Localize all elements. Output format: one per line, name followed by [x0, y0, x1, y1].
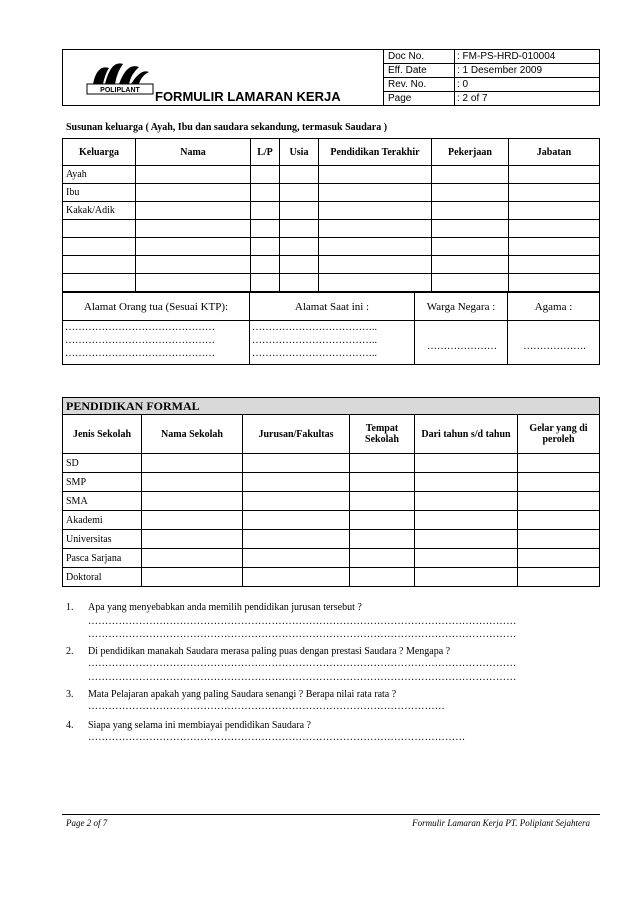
name-cell[interactable]	[136, 184, 251, 202]
position-cell[interactable]	[509, 220, 600, 238]
education-table	[62, 397, 600, 587]
years-cell[interactable]	[415, 511, 518, 530]
place-cell[interactable]	[350, 473, 415, 492]
degree-cell[interactable]	[518, 492, 600, 511]
col-jenis-sekolah: Jenis Sekolah	[63, 415, 142, 454]
school-name-cell[interactable]	[142, 530, 243, 549]
poliplant-logo	[83, 58, 157, 96]
school-name-cell[interactable]	[142, 454, 243, 473]
lp-cell[interactable]	[251, 184, 280, 202]
row-label: Pasca Sarjana	[63, 549, 142, 568]
education-cell[interactable]	[319, 220, 432, 238]
position-cell[interactable]	[509, 238, 600, 256]
table-row	[63, 256, 600, 274]
row-label: Universitas	[63, 530, 142, 549]
question-number: 2.	[66, 646, 74, 657]
question-text: Mata Pelajaran apakah yang paling Saudara senangi ? Berapa nilai rata rata ?	[88, 689, 397, 700]
lp-cell[interactable]	[251, 220, 280, 238]
age-cell[interactable]	[280, 256, 319, 274]
family-header-row	[63, 139, 600, 166]
question-4	[66, 720, 600, 748]
meta-value-page: : 2 of 7	[455, 92, 600, 106]
col-tempat: Tempat Sekolah	[350, 415, 415, 454]
dotted-line: ………………………………………	[65, 348, 215, 359]
question-3	[66, 689, 600, 717]
meta-label-doc: Doc No.	[384, 50, 455, 64]
col-pekerjaan: Pekerjaan	[432, 139, 509, 166]
name-cell[interactable]	[136, 220, 251, 238]
question-text: Di pendidikan manakah Saudara merasa paling puas dengan prestasi Saudara ? Mengapa ?	[88, 646, 451, 657]
row-label: Doktoral	[63, 568, 142, 587]
degree-cell[interactable]	[518, 454, 600, 473]
address-table	[62, 292, 600, 365]
current-address-field[interactable]	[250, 321, 415, 365]
job-cell[interactable]	[432, 220, 509, 238]
question-text: Siapa yang selama ini membiayai pendidikan Saudara ?	[88, 720, 311, 731]
lp-cell[interactable]	[251, 238, 280, 256]
school-name-cell[interactable]	[142, 568, 243, 587]
table-row	[63, 549, 600, 568]
family-heading: Susunan keluarga ( Ayah, Ibu dan saudara sekandung, termasuk Saudara )	[66, 122, 388, 133]
position-cell[interactable]	[509, 274, 600, 292]
table-row	[63, 473, 600, 492]
name-cell[interactable]	[136, 274, 251, 292]
job-cell[interactable]	[432, 166, 509, 184]
name-cell[interactable]	[136, 202, 251, 220]
position-cell[interactable]	[509, 202, 600, 220]
row-label: SD	[63, 454, 142, 473]
table-row	[63, 274, 600, 292]
table-row	[63, 454, 600, 473]
job-cell[interactable]	[432, 256, 509, 274]
job-cell[interactable]	[432, 238, 509, 256]
answer-line[interactable]: ………………………………………………………………………………………………………………	[88, 658, 517, 669]
table-row	[63, 530, 600, 549]
years-cell[interactable]	[415, 454, 518, 473]
name-cell[interactable]	[136, 238, 251, 256]
school-name-cell[interactable]	[142, 473, 243, 492]
degree-cell[interactable]	[518, 511, 600, 530]
years-cell[interactable]	[415, 549, 518, 568]
age-cell[interactable]	[280, 220, 319, 238]
place-cell[interactable]	[350, 454, 415, 473]
table-row	[63, 492, 600, 511]
years-cell[interactable]	[415, 568, 518, 587]
lp-cell[interactable]	[251, 274, 280, 292]
parents-address-field[interactable]	[63, 321, 250, 365]
table-row	[63, 220, 600, 238]
answer-line[interactable]: ………………………………………………………………………………………………………………	[88, 672, 517, 683]
nationality-label: Warga Negara :	[415, 293, 508, 321]
years-cell[interactable]	[415, 473, 518, 492]
degree-cell[interactable]	[518, 549, 600, 568]
question-number: 4.	[66, 720, 74, 731]
school-name-cell[interactable]	[142, 492, 243, 511]
dotted-line: ………………………………………	[65, 322, 215, 333]
answer-line[interactable]: …………………………………………………………………………………………………	[88, 732, 466, 743]
age-cell[interactable]	[280, 166, 319, 184]
major-cell[interactable]	[243, 511, 350, 530]
age-cell[interactable]	[280, 274, 319, 292]
place-cell[interactable]	[350, 492, 415, 511]
religion-field[interactable]	[508, 321, 600, 365]
religion-label: Agama :	[508, 293, 600, 321]
dotted-line: ………………………………..	[252, 348, 377, 359]
row-label[interactable]	[63, 256, 136, 274]
place-cell[interactable]	[350, 530, 415, 549]
major-cell[interactable]	[243, 473, 350, 492]
lp-cell[interactable]	[251, 256, 280, 274]
place-cell[interactable]	[350, 511, 415, 530]
education-header-row	[63, 415, 600, 454]
form-title: FORMULIR LAMARAN KERJA	[155, 89, 341, 104]
row-label: Ibu	[63, 184, 136, 202]
degree-cell[interactable]	[518, 530, 600, 549]
header-logo-cell	[63, 50, 384, 106]
row-label[interactable]	[63, 220, 136, 238]
question-2	[66, 646, 600, 686]
age-cell[interactable]	[280, 184, 319, 202]
current-address-label: Alamat Saat ini :	[250, 293, 415, 321]
row-label[interactable]	[63, 238, 136, 256]
row-label[interactable]	[63, 274, 136, 292]
education-cell[interactable]	[319, 274, 432, 292]
row-label: SMA	[63, 492, 142, 511]
family-table	[62, 138, 600, 292]
education-title: PENDIDIKAN FORMAL	[63, 398, 600, 415]
degree-cell[interactable]	[518, 473, 600, 492]
col-nama-sekolah: Nama Sekolah	[142, 415, 243, 454]
table-row	[63, 511, 600, 530]
name-cell[interactable]	[136, 256, 251, 274]
col-nama: Nama	[136, 139, 251, 166]
row-label: Akademi	[63, 511, 142, 530]
name-cell[interactable]	[136, 166, 251, 184]
answer-line[interactable]: ……………………………………………………………………………………………	[88, 701, 445, 712]
table-row	[63, 166, 600, 184]
footer-rule	[62, 814, 600, 815]
question-number: 1.	[66, 602, 74, 613]
position-cell[interactable]	[509, 256, 600, 274]
row-label: Kakak/Adik	[63, 202, 136, 220]
question-number: 3.	[66, 689, 74, 700]
row-label: Ayah	[63, 166, 136, 184]
position-cell[interactable]	[509, 166, 600, 184]
lp-cell[interactable]	[251, 202, 280, 220]
school-name-cell[interactable]	[142, 511, 243, 530]
col-tahun: Dari tahun s/d tahun	[415, 415, 518, 454]
age-cell[interactable]	[280, 202, 319, 220]
row-label: SMP	[63, 473, 142, 492]
dotted-line: ………………………………………	[65, 335, 215, 346]
footer-page: Page 2 of 7	[66, 818, 108, 828]
education-cell[interactable]	[319, 184, 432, 202]
meta-label-rev: Rev. No.	[384, 78, 455, 92]
place-cell[interactable]	[350, 568, 415, 587]
col-jabatan: Jabatan	[509, 139, 600, 166]
col-gelar: Gelar yang di peroleh	[518, 415, 600, 454]
position-cell[interactable]	[509, 184, 600, 202]
question-1	[66, 602, 600, 642]
lp-cell[interactable]	[251, 166, 280, 184]
job-cell[interactable]	[432, 274, 509, 292]
years-cell[interactable]	[415, 530, 518, 549]
table-row	[63, 202, 600, 220]
table-row	[63, 568, 600, 587]
meta-value-doc: : FM-PS-HRD-010004	[455, 50, 600, 64]
education-cell[interactable]	[319, 238, 432, 256]
logo-text: POLIPLANT	[100, 87, 140, 94]
meta-value-date: : 1 Desember 2009	[455, 64, 600, 78]
dotted-line: …………………	[427, 341, 497, 352]
place-cell[interactable]	[350, 549, 415, 568]
dotted-line: ……………….	[523, 341, 586, 352]
col-lp: L/P	[251, 139, 280, 166]
table-row	[63, 238, 600, 256]
col-jurusan: Jurusan/Fakultas	[243, 415, 350, 454]
major-cell[interactable]	[243, 549, 350, 568]
answer-line[interactable]: ………………………………………………………………………………………………………………	[88, 616, 517, 627]
degree-cell[interactable]	[518, 568, 600, 587]
major-cell[interactable]	[243, 492, 350, 511]
job-cell[interactable]	[432, 184, 509, 202]
footer-document-name: Formulir Lamaran Kerja PT. Poliplant Sejahtera	[412, 818, 590, 828]
years-cell[interactable]	[415, 492, 518, 511]
answer-line[interactable]: ………………………………………………………………………………………………………………	[88, 629, 517, 640]
col-pendidikan: Pendidikan Terakhir	[319, 139, 432, 166]
dotted-line: ………………………………..	[252, 335, 377, 346]
col-keluarga: Keluarga	[63, 139, 136, 166]
major-cell[interactable]	[243, 530, 350, 549]
meta-label-page: Page	[384, 92, 455, 106]
education-cell[interactable]	[319, 256, 432, 274]
major-cell[interactable]	[243, 454, 350, 473]
parents-address-label: Alamat Orang tua (Sesuai KTP):	[63, 293, 250, 321]
question-text: Apa yang menyebabkan anda memilih pendidikan jurusan tersebut ?	[88, 602, 362, 613]
meta-value-rev: : 0	[455, 78, 600, 92]
table-row	[63, 184, 600, 202]
job-cell[interactable]	[432, 202, 509, 220]
dotted-line: ………………………………..	[252, 322, 377, 333]
education-cell[interactable]	[319, 166, 432, 184]
school-name-cell[interactable]	[142, 549, 243, 568]
document-header	[62, 49, 600, 106]
age-cell[interactable]	[280, 238, 319, 256]
major-cell[interactable]	[243, 568, 350, 587]
meta-label-date: Eff. Date	[384, 64, 455, 78]
nationality-field[interactable]	[415, 321, 508, 365]
col-usia: Usia	[280, 139, 319, 166]
education-cell[interactable]	[319, 202, 432, 220]
